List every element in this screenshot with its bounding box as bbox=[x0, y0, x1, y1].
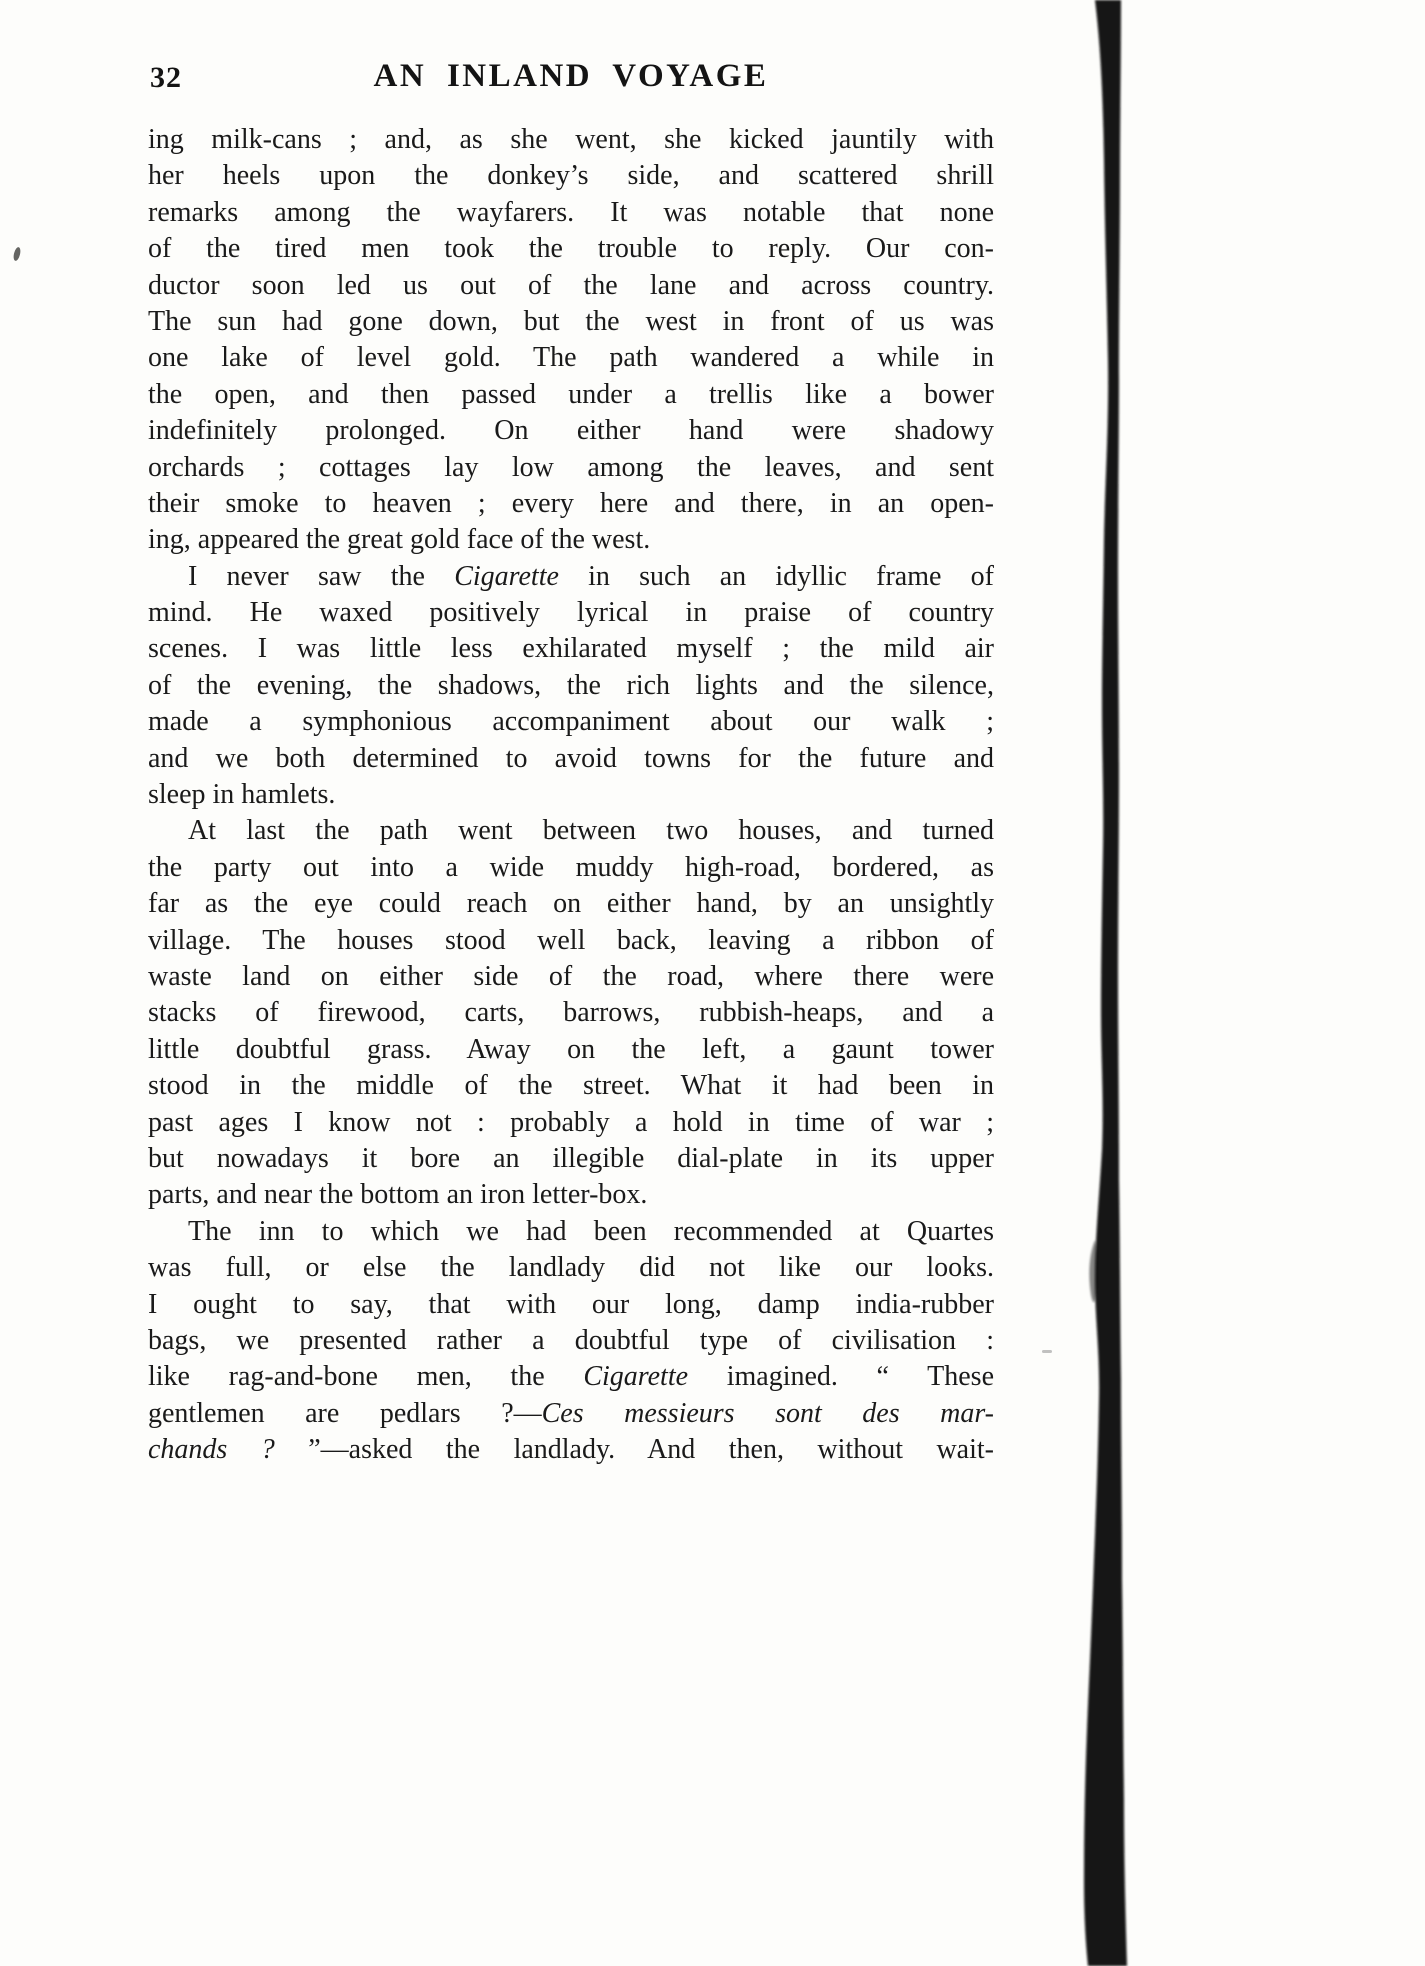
text-run: the party out into a wide muddy high-road, bordered, as bbox=[148, 851, 994, 883]
text-line bbox=[148, 304, 994, 340]
text-run: little doubtful grass. Away on the left, a gaunt tower bbox=[148, 1033, 994, 1065]
text-line bbox=[148, 923, 994, 959]
text-run: ”—asked the landlady. And then, without wait- bbox=[308, 1434, 994, 1466]
text-line bbox=[148, 1287, 994, 1323]
text-run: the open, and then passed under a trellis like a bower bbox=[148, 378, 994, 410]
text-run: waste land on either side of the road, where there were bbox=[148, 960, 994, 992]
text-run: ductor soon led us out of the lane and across country. bbox=[148, 269, 994, 301]
book-binding-shadow bbox=[1075, 0, 1145, 1966]
text-line bbox=[148, 559, 994, 595]
text-line bbox=[148, 195, 994, 231]
italic-text-run: Ces messieurs sont des mar- bbox=[541, 1397, 994, 1429]
text-line bbox=[148, 1214, 994, 1250]
text-line bbox=[148, 741, 994, 777]
text-run: her heels upon the donkey’s side, and scattered shrill bbox=[148, 160, 994, 192]
text-line bbox=[148, 668, 994, 704]
text-run: remarks among the wayfarers. It was notable that none bbox=[148, 196, 994, 228]
page-number: 32 bbox=[150, 61, 182, 94]
text-line bbox=[148, 340, 994, 376]
text-run: mind. He waxed positively lyrical in praise of country bbox=[148, 597, 994, 629]
ink-speck bbox=[12, 246, 21, 261]
text-run: village. The houses stood well back, leaving a ribbon of bbox=[148, 924, 994, 956]
italic-text-run: Cigarette bbox=[583, 1361, 689, 1393]
text-run: orchards ; cottages lay low among the leaves, and sent bbox=[148, 451, 994, 483]
text-run: imagined. “ These bbox=[688, 1361, 994, 1393]
italic-text-run: chands ? bbox=[148, 1434, 309, 1466]
text-run: one lake of level gold. The path wandered a while in bbox=[148, 342, 994, 374]
text-run: indefinitely prolonged. On either hand were shadowy bbox=[148, 415, 994, 447]
text-run: The sun had gone down, but the west in front of us was bbox=[148, 305, 994, 337]
text-run: bags, we presented rather a doubtful type of civilisation : bbox=[148, 1324, 994, 1356]
text-line bbox=[148, 959, 994, 995]
text-line bbox=[148, 1141, 994, 1177]
text-line bbox=[148, 631, 994, 667]
text-run: scenes. I was little less exhilarated myself ; the mild air bbox=[148, 633, 994, 665]
text-run: The inn to which we had been recommended at Quartes bbox=[188, 1215, 994, 1247]
text-run: ing milk-cans ; and, as she went, she kicked jauntily with bbox=[148, 124, 994, 155]
text-line bbox=[148, 1359, 994, 1395]
text-run: past ages I know not : probably a hold in time of war ; bbox=[148, 1106, 994, 1138]
text-run: far as the eye could reach on either hand, by an unsightly bbox=[148, 888, 994, 920]
page-body bbox=[148, 122, 994, 1468]
text-line bbox=[148, 595, 994, 631]
text-line bbox=[148, 158, 994, 194]
text-run: I never saw the bbox=[188, 560, 455, 592]
text-line bbox=[148, 704, 994, 740]
text-run: I ought to say, that with our long, damp india-rubber bbox=[148, 1288, 994, 1320]
text-run: parts, and near the bottom an iron letter-box. bbox=[148, 1179, 648, 1211]
text-run: in such an idyllic frame of bbox=[558, 560, 994, 592]
text-run: but nowadays it bore an illegible dial-plate in its upper bbox=[148, 1142, 994, 1174]
text-line bbox=[148, 522, 994, 558]
text-line bbox=[148, 995, 994, 1031]
text-run: of the evening, the shadows, the rich lights and the silence, bbox=[148, 669, 994, 701]
page-header bbox=[148, 58, 994, 100]
text-run: their smoke to heaven ; every here and there, in an open- bbox=[148, 487, 994, 519]
text-line bbox=[148, 377, 994, 413]
text-line bbox=[148, 231, 994, 267]
text-line bbox=[148, 813, 994, 849]
text-run: ing, appeared the great gold face of the west. bbox=[148, 524, 651, 556]
stray-mark bbox=[1042, 1350, 1052, 1353]
text-line bbox=[148, 1105, 994, 1141]
text-line bbox=[148, 777, 994, 813]
page-title: AN INLAND VOYAGE bbox=[373, 58, 769, 94]
text-line bbox=[148, 1323, 994, 1359]
text-line bbox=[148, 1177, 994, 1213]
text-line bbox=[148, 450, 994, 486]
text-line bbox=[148, 486, 994, 522]
text-run: made a symphonious accompaniment about our walk ; bbox=[148, 706, 994, 738]
text-line bbox=[148, 1032, 994, 1068]
text-run: gentlemen are pedlars ?— bbox=[148, 1397, 542, 1429]
text-run: was full, or else the landlady did not like our looks. bbox=[148, 1252, 994, 1284]
text-line bbox=[148, 1396, 994, 1432]
text-run: At last the path went between two houses, and turned bbox=[188, 815, 994, 847]
text-line bbox=[148, 850, 994, 886]
text-line bbox=[148, 122, 994, 158]
text-line bbox=[148, 1432, 994, 1468]
text-line bbox=[148, 1068, 994, 1104]
text-run: stood in the middle of the street. What it had been in bbox=[148, 1070, 994, 1102]
text-line bbox=[148, 1250, 994, 1286]
text-run: of the tired men took the trouble to reply. Our con- bbox=[148, 233, 994, 265]
text-run: sleep in hamlets. bbox=[148, 779, 336, 811]
text-run: stacks of firewood, carts, barrows, rubbish-heaps, and a bbox=[148, 997, 994, 1029]
text-run: like rag-and-bone men, the bbox=[148, 1361, 584, 1393]
text-run: and we both determined to avoid towns for the future and bbox=[148, 742, 994, 774]
text-line bbox=[148, 268, 994, 304]
text-line bbox=[148, 886, 994, 922]
text-line bbox=[148, 413, 994, 449]
italic-text-run: Cigarette bbox=[454, 560, 559, 592]
